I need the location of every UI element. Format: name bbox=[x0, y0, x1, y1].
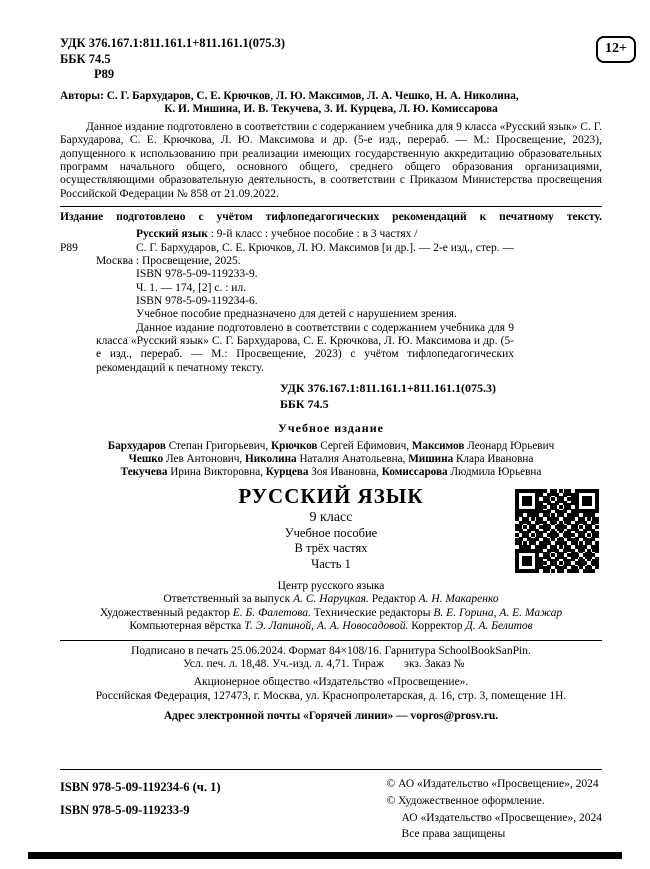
bbk-code-bottom: ББК 74.5 bbox=[280, 396, 329, 411]
edition-conformity-note: Данное издание подготовлено в соответствии с содержанием учебника для 9 класса «Русский язык» С. Г. Бархударова, С. Е. Крючкова, Л. Ю. Максимова и др. (5-е изд., перераб. — М.: Просвещение, 2023), допущенного к использованию при реализации имеющих государственную аккредитацию образовательных программ начального общего, основного общего, среднего общего образования организациями, осуществляющими образовательную деятельность, в соответствии с Приказом Министерства просвещения Российской Федерации № 858 от 21.09.2022. bbox=[60, 121, 602, 200]
author-surname: Курцева bbox=[265, 465, 309, 478]
publisher-address: Российская Федерация, 127473, г. Москва, ул. Краснопролетарская, д. 16, стр. 3, помещение 1Н. bbox=[95, 689, 567, 702]
catalog-title: Русский язык bbox=[136, 228, 208, 241]
credit-role: Ответственный за выпуск bbox=[163, 593, 294, 606]
copyright-line: Все права защищены bbox=[401, 828, 506, 841]
author-given-names: Степан Григорьевич, bbox=[165, 440, 272, 453]
qr-finder-icon bbox=[515, 489, 539, 513]
names-line bbox=[60, 453, 602, 466]
print-info-line-2: Усл. печ. л. 18,48. Уч.-изд. л. 4,71. Тираж экз. Заказ № bbox=[183, 658, 479, 671]
credits-line bbox=[60, 593, 602, 607]
classification-codes-bottom bbox=[280, 381, 602, 412]
authors-note bbox=[60, 90, 602, 116]
credit-role: Технические редакторы bbox=[310, 606, 434, 619]
author-name bbox=[129, 453, 245, 465]
catalog-title-line bbox=[96, 228, 514, 241]
credit-role: Корректор bbox=[408, 620, 466, 633]
isbn-block bbox=[60, 776, 221, 821]
author-name bbox=[108, 440, 271, 452]
author-given-names: Наталия Анатольевна, bbox=[296, 452, 409, 465]
catalog-title-rest: : 9-й класс : учебное пособие : в 3 частях / bbox=[207, 228, 418, 241]
book-title: РУССКИЙ ЯЗЫК bbox=[238, 483, 424, 508]
author-given-names: Людмила Юрьевна bbox=[447, 465, 542, 478]
qr-code bbox=[512, 486, 602, 576]
credits-line bbox=[60, 620, 602, 634]
print-info-line-1: Подписано в печать 25.06.2024. Формат 84×108/16. Гарнитура SchoolBookSanPin. bbox=[131, 644, 531, 657]
author-given-names: Леонард Юрьевич bbox=[464, 440, 555, 453]
authors-names-1: С. Г. Бархударов, С. Е. Крючков, Л. Ю. Максимов, Л. А. Чешко, Н. А. Николина, bbox=[103, 89, 519, 102]
book-subtitle-1: Учебное пособие bbox=[284, 526, 378, 541]
catalog-isbn-1: ISBN 978-5-09-119233-9. bbox=[136, 268, 258, 281]
classification-codes-top bbox=[60, 36, 602, 83]
credit-role: Компьютерная вёрстка bbox=[129, 620, 245, 633]
credit-name: В. Е. Горина, А. Е. Мажар bbox=[433, 606, 563, 619]
author-surname: Мишина bbox=[408, 452, 454, 465]
catalog-code: Р89 bbox=[60, 241, 78, 254]
publishing-center-name: Центр русского языка bbox=[277, 579, 385, 592]
author-given-names: Сергей Ефимович, bbox=[317, 440, 412, 453]
catalog-note-1: Учебное пособие предназначено для детей с нарушением зрения. bbox=[136, 308, 457, 321]
author-name bbox=[271, 440, 412, 452]
publisher-name: Акционерное общество «Издательство «Просвещение». bbox=[193, 676, 469, 689]
names-line bbox=[60, 466, 602, 479]
book-grade: 9 класс bbox=[309, 509, 353, 525]
copyright-line: © АО «Издательство «Просвещение», 2024 bbox=[386, 778, 599, 791]
author-given-names: Зоя Ивановна, bbox=[308, 465, 382, 478]
author-given-names: Клара Ивановна bbox=[453, 452, 534, 465]
credit-name: А. С. Наруцкая. bbox=[293, 593, 369, 606]
author-surname: Крючков bbox=[271, 440, 318, 453]
catalog-biblio-line bbox=[60, 241, 514, 269]
author-surname: Максимов bbox=[411, 440, 465, 453]
author-name bbox=[382, 466, 542, 478]
credit-name: Е. Б. Фалетова. bbox=[232, 606, 311, 619]
tiflo-note: Издание подготовлено с учётом тифлопедагогических рекомендаций к печатному тексту. bbox=[60, 211, 602, 224]
divider bbox=[60, 206, 602, 207]
author-surname: Текучева bbox=[120, 465, 168, 478]
hotline-email: Адрес электронной почты «Горячей линии» — vopros@prosv.ru. bbox=[163, 710, 499, 723]
divider bbox=[60, 769, 602, 770]
bottom-bar bbox=[28, 852, 622, 859]
book-subtitle-2: В трёх частях bbox=[294, 541, 368, 556]
credit-name: А. Н. Макаренко bbox=[418, 593, 499, 606]
udk-code-bottom: УДК 376.167.1:811.161.1+811.161.1(075.3) bbox=[280, 380, 497, 395]
catalog-entry bbox=[60, 228, 514, 375]
divider bbox=[60, 640, 602, 641]
author-given-names: Ирина Викторовна, bbox=[167, 465, 266, 478]
isbn-part-number: ISBN 978-5-09-119234-6 (ч. 1) bbox=[60, 780, 221, 795]
bbk-code: ББК 74.5 bbox=[60, 51, 111, 66]
authors-full-names bbox=[60, 440, 602, 479]
authors-names-2: К. И. Мишина, И. В. Текучева, З. И. Курцева, Л. Ю. Комиссарова bbox=[164, 102, 498, 115]
author-surname: Николина bbox=[245, 452, 297, 465]
catalog-note-2: Данное издание подготовлено в соответствии с содержанием учебника для 9 класса «Русский язык» С. Г. Бархударова, С. Е. Крючкова, Л. Ю. Максимова и др. (5-е изд., перераб. — М.: Просвещение, 2023) с учётом тифлопедагогических рекомендаций к печатному тексту. bbox=[96, 321, 514, 374]
credit-name: Д. А. Белитов bbox=[465, 620, 533, 633]
author-surname: Чешко bbox=[128, 452, 164, 465]
copyright-block bbox=[387, 776, 602, 843]
credits-line bbox=[60, 607, 602, 621]
credit-role: Художественный редактор bbox=[99, 606, 233, 619]
copyright-line: © Художественное оформление. bbox=[386, 795, 545, 808]
author-given-names: Лев Антонович, bbox=[163, 452, 245, 465]
authors-label: Авторы: bbox=[60, 89, 104, 102]
author-name bbox=[266, 466, 382, 478]
staff-credits bbox=[60, 593, 602, 634]
author-surname: Бархударов bbox=[107, 440, 166, 453]
author-surname: Комиссарова bbox=[381, 465, 448, 478]
author-name bbox=[412, 440, 554, 452]
copyright-line: АО «Издательство «Просвещение», 2024 bbox=[401, 811, 602, 824]
catalog-part-line: Ч. 1. — 174, [2] с. : ил. bbox=[136, 281, 247, 294]
footer bbox=[60, 776, 602, 843]
credit-name: Т. Э. Лапиной, А. А. Новосадовой. bbox=[244, 620, 409, 633]
age-rating-badge: 12+ bbox=[596, 36, 636, 63]
edition-heading: Учебное издание bbox=[278, 421, 384, 436]
author-name bbox=[121, 466, 266, 478]
book-subtitle-3: Часть 1 bbox=[311, 556, 351, 571]
catalog-biblio-text: С. Г. Бархударов, С. Е. Крючков, Л. Ю. Максимов [и др.]. — 2-е изд., стер. — Москва : Просвещение, 2025. bbox=[96, 241, 514, 268]
author-sign-code: Р89 bbox=[94, 67, 115, 82]
credit-role: Редактор bbox=[368, 593, 419, 606]
author-name bbox=[245, 453, 408, 465]
isbn-series-number: ISBN 978-5-09-119233-9 bbox=[60, 802, 190, 817]
catalog-isbn-2: ISBN 978-5-09-119234-6. bbox=[136, 295, 258, 307]
author-name bbox=[408, 453, 533, 465]
qr-finder-icon bbox=[575, 489, 599, 513]
authors-line-1 bbox=[60, 90, 602, 103]
names-line bbox=[60, 440, 602, 453]
qr-finder-icon bbox=[515, 549, 539, 573]
udk-code: УДК 376.167.1:811.161.1+811.161.1(075.3) bbox=[60, 36, 286, 50]
